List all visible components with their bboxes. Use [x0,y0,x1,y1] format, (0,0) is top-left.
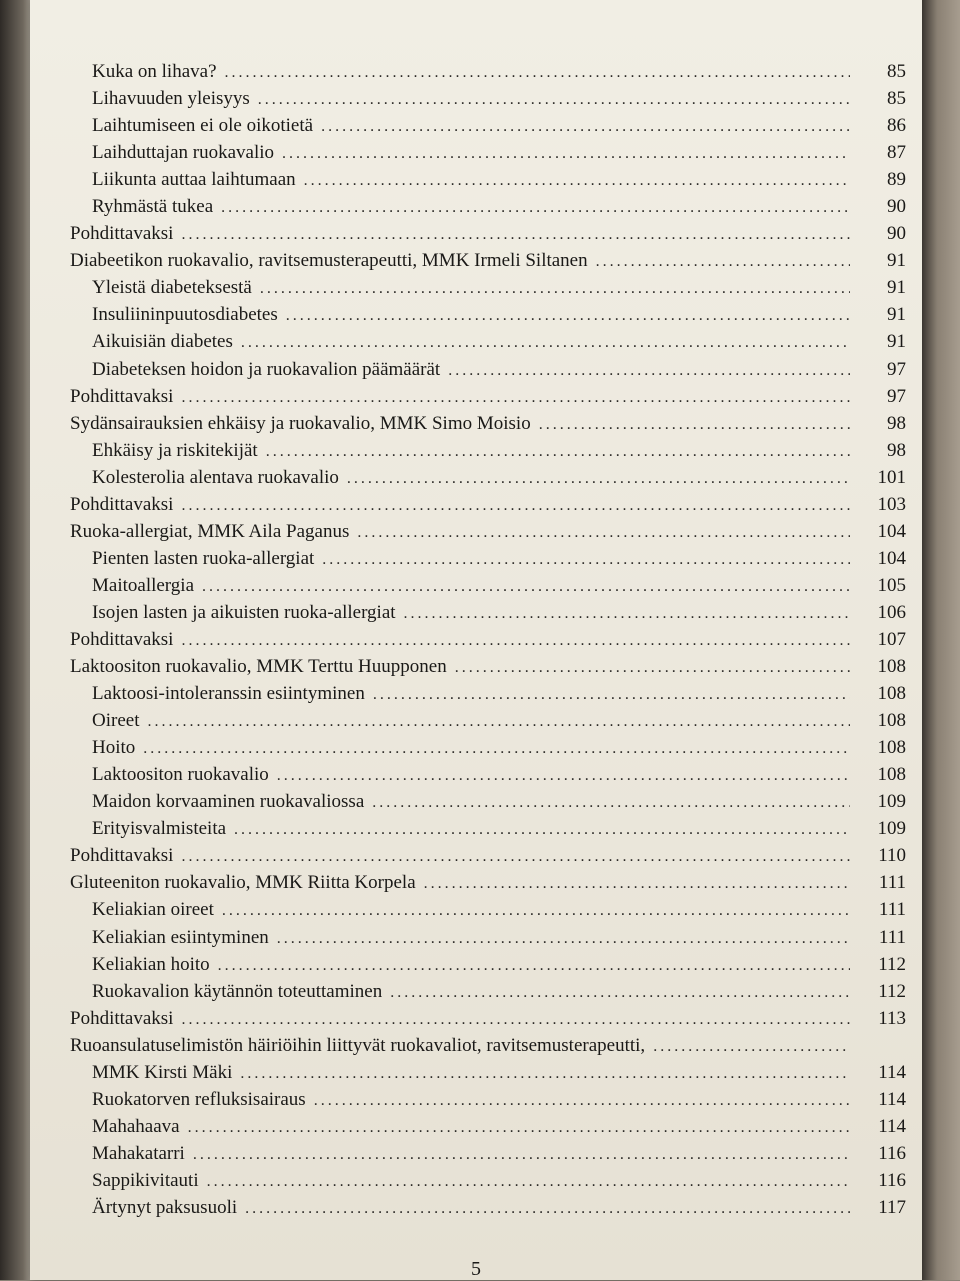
dot-leader [321,113,850,140]
dot-leader [240,1060,850,1087]
dot-leader [266,438,850,465]
toc-entry-title: Ruoka-allergiat, MMK Aila Paganus [70,520,350,542]
toc-entry-title: Yleistä diabeteksestä [92,277,252,299]
dot-leader [404,600,850,627]
toc-entry [70,734,912,761]
toc-entry-page: 109 [877,818,906,840]
toc-entry [70,626,912,653]
dot-leader [143,735,850,762]
toc-entry-title: Liikunta auttaa laihtumaan [92,169,296,191]
toc-entry-page: 104 [877,547,906,569]
toc-entry [70,545,912,572]
toc-entry-title: Pohdittavaksi [70,223,174,245]
toc-entry-page: 91 [887,331,906,353]
dot-leader [282,140,850,167]
toc-entry [70,437,912,464]
toc-entry [70,193,912,220]
toc-entry-page: 105 [877,574,906,596]
toc-entry-page: 111 [878,899,906,921]
toc-entry [70,1113,912,1140]
toc-entry [70,328,912,355]
toc-entry-title: Laihtumiseen ei ole oikotietä [92,115,314,137]
toc-entry [70,951,912,978]
dot-leader [277,762,850,789]
dot-leader [218,952,850,979]
toc-entry-page: 104 [877,520,906,542]
toc-entry-page: 110 [878,845,906,867]
dot-leader [202,573,850,600]
dot-leader [653,1033,850,1060]
toc-entry-page: 86 [887,115,906,137]
toc-entry [70,274,912,301]
toc-entry [70,1005,912,1032]
toc-entry-page: 107 [877,628,906,650]
toc-entry-title: Isojen lasten ja aikuisten ruoka-allergiat [92,601,396,623]
dot-leader [207,1168,850,1195]
toc-entry-page: 89 [887,169,906,191]
dot-leader [258,86,850,113]
toc-entry-page: 103 [877,493,906,515]
toc-entry [70,572,912,599]
toc-entry-title: Laktoosi-intoleranssin esiintyminen [92,683,365,705]
toc-entry-title: Pienten lasten ruoka-allergiat [92,547,315,569]
toc-entry-title: Keliakian oireet [92,899,214,921]
toc-entry [70,1059,912,1086]
toc-entry-page: 117 [878,1196,906,1218]
toc-entry [70,1140,912,1167]
toc-entry [70,599,912,626]
toc-entry-title: Lihavuuden yleisyys [92,88,250,110]
dot-leader [424,870,850,897]
toc-entry-page: 108 [877,683,906,705]
toc-entry-page: 106 [877,601,906,623]
toc-entry-page: 101 [877,466,906,488]
toc-entry [70,815,912,842]
toc-entry-page: 91 [887,250,906,272]
toc-entry-title: Mahahaava [92,1115,180,1137]
toc-entry-title: Pohdittavaksi [70,385,174,407]
toc-entry-page: 97 [887,358,906,380]
toc-entry-title: Ryhmästä tukea [92,196,214,218]
toc-entry-page: 91 [887,304,906,326]
toc-entry [70,301,912,328]
toc-entry-page: 91 [887,277,906,299]
book-page [30,0,922,1280]
toc-entry-title: Sappikivitauti [92,1169,199,1191]
toc-entry-title: MMK Kirsti Mäki [92,1061,233,1083]
toc-entry-title: Laihduttajan ruokavalio [92,142,275,164]
dot-leader [241,329,850,356]
dot-leader [539,411,850,438]
dot-leader [147,708,850,735]
dot-leader [225,59,850,86]
toc-entry [70,166,912,193]
toc-entry [70,896,912,923]
toc-entry-title: Ehkäisy ja riskitekijät [92,439,258,461]
dot-leader [181,492,850,519]
toc-entry-title: Kuka on lihava? [92,61,217,82]
toc-entry-title: Pohdittavaksi [70,628,174,650]
dot-leader [181,627,850,654]
dot-leader [193,1141,850,1168]
toc-entry-page: 112 [878,980,906,1002]
dot-leader [373,681,850,708]
dot-leader [221,194,850,221]
toc-entry-page: 90 [887,223,906,245]
dot-leader [181,384,850,411]
toc-entry [70,518,912,545]
dot-leader [304,167,850,194]
toc-entry [70,680,912,707]
toc-entry-title: Pohdittavaksi [70,845,174,867]
toc-entry [70,491,912,518]
dot-leader [322,546,850,573]
toc-entry [70,869,912,896]
dot-leader [188,1114,850,1141]
toc-entry-page: 108 [877,737,906,759]
toc-entry [70,924,912,951]
toc-entry-page: 97 [887,385,906,407]
toc-entry-page: 109 [877,791,906,813]
dot-leader [455,654,850,681]
dot-leader [390,979,850,1006]
toc-entry-title: Insuliininpuutosdiabetes [92,304,278,326]
toc-entry-page: 111 [878,926,906,948]
toc-entry-page: 98 [887,412,906,434]
toc-entry-page: 85 [887,61,906,82]
toc-entry-title: Ruokavalion käytännön toteuttaminen [92,980,383,1002]
table-of-contents [70,58,912,1221]
toc-entry [70,761,912,788]
toc-entry [70,1032,912,1059]
toc-entry-title: Ärtynyt paksusuoli [92,1196,238,1218]
dot-leader [448,357,850,384]
toc-entry-title: Diabeteksen hoidon ja ruokavalion päämäärät [92,358,441,380]
toc-entry-page: 108 [877,710,906,732]
toc-entry [70,247,912,274]
page-stack-edge [922,0,960,1280]
toc-entry-page: 90 [887,196,906,218]
dot-leader [596,248,850,275]
dot-leader [277,925,850,952]
dot-leader [181,843,850,870]
dot-leader [286,302,850,329]
toc-entry [70,383,912,410]
toc-entry-page: 108 [877,764,906,786]
toc-entry-title: Pohdittavaksi [70,1007,174,1029]
toc-entry [70,707,912,734]
dot-leader [222,897,850,924]
toc-entry-title: Maidon korvaaminen ruokavaliossa [92,791,365,813]
toc-entry-page: 114 [878,1088,906,1110]
toc-entry-title: Oireet [92,710,140,732]
toc-entry [70,1086,912,1113]
toc-entry [70,410,912,437]
page-number: 5 [471,1258,481,1280]
toc-entry-page: 85 [887,88,906,110]
toc-entry-page: 114 [878,1115,906,1137]
toc-entry-page: 116 [878,1142,906,1164]
dot-leader [260,275,850,302]
toc-entry-title: Keliakian hoito [92,953,210,975]
toc-entry [70,1194,912,1221]
toc-entry-title: Pohdittavaksi [70,493,174,515]
dot-leader [181,1006,850,1033]
toc-entry [70,58,912,85]
dot-leader [314,1087,850,1114]
toc-entry-title: Maitoallergia [92,574,195,596]
toc-entry-title: Sydänsairauksien ehkäisy ja ruokavalio, MMK Simo Moisio [70,412,531,434]
toc-entry-page: 87 [887,142,906,164]
toc-entry [70,464,912,491]
toc-entry-title: Ruokatorven refluksisairaus [92,1088,306,1110]
toc-entry-title: Aikuisiän diabetes [92,331,233,353]
toc-entry [70,356,912,383]
toc-entry-title: Keliakian esiintyminen [92,926,269,948]
dot-leader [357,519,850,546]
dot-leader [372,789,850,816]
toc-entry-page: 116 [878,1169,906,1191]
toc-entry-page: 113 [878,1007,906,1029]
toc-entry-title: Laktoositon ruokavalio [92,764,269,786]
toc-entry [70,220,912,247]
toc-entry [70,978,912,1005]
dot-leader [181,221,850,248]
toc-entry [70,139,912,166]
toc-entry-title: Ruoansulatuselimistön häiriöihin liittyvät ruokavaliot, ravitsemusterapeutti, [70,1034,646,1056]
toc-entry [70,842,912,869]
toc-entry [70,653,912,680]
toc-entry-title: Gluteeniton ruokavalio, MMK Riitta Korpela [70,872,416,894]
dot-leader [234,816,850,843]
toc-entry-title: Mahakatarri [92,1142,185,1164]
toc-entry-page: 112 [878,953,906,975]
toc-entry-title: Hoito [92,737,136,759]
toc-entry [70,1167,912,1194]
toc-entry-page: 98 [887,439,906,461]
toc-entry-title: Kolesterolia alentava ruokavalio [92,466,339,488]
dot-leader [347,465,850,492]
toc-entry-title: Diabeetikon ruokavalio, ravitsemusterapeutti, MMK Irmeli Siltanen [70,250,588,272]
toc-entry-title: Erityisvalmisteita [92,818,227,840]
toc-entry [70,788,912,815]
toc-entry-page: 108 [877,656,906,678]
toc-entry-page: 114 [878,1061,906,1083]
toc-entry [70,112,912,139]
toc-entry-page: 111 [878,872,906,894]
toc-entry [70,85,912,112]
toc-entry-title: Laktoositon ruokavalio, MMK Terttu Huupponen [70,656,447,678]
dot-leader [245,1195,850,1222]
